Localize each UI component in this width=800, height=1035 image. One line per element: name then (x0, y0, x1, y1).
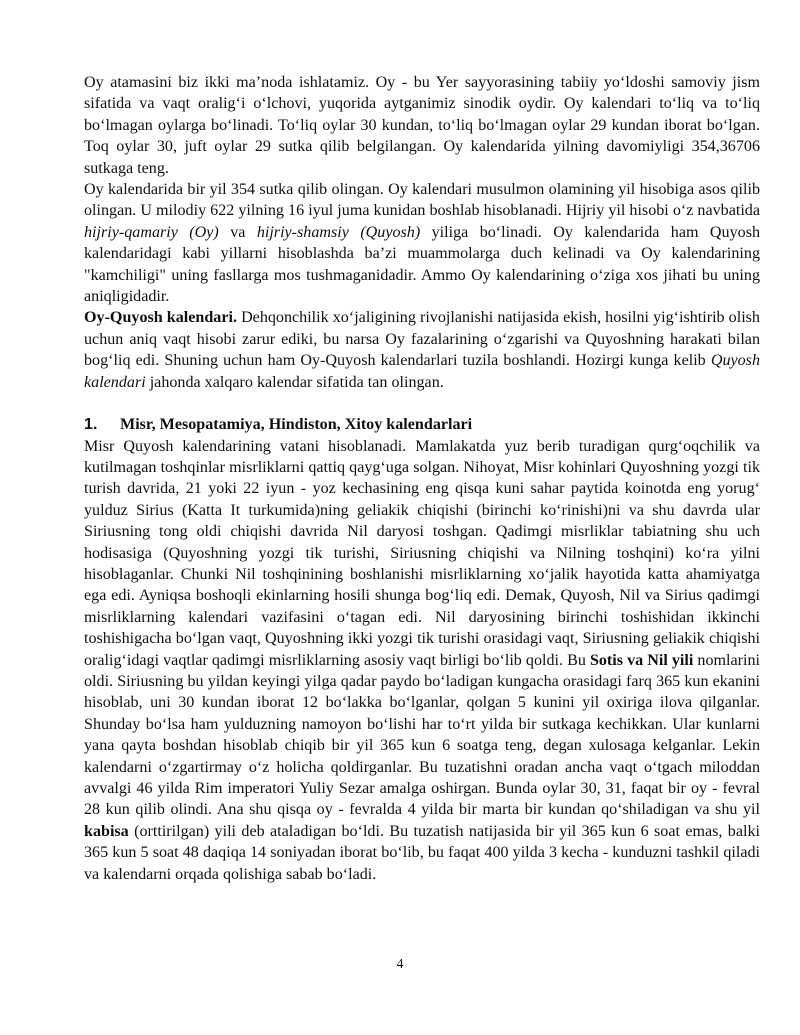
paragraph-text: nomlarini oldi. Siriusning bu yildan keyingi yilga qadar paydo bo‘ladigan kungacha orasidagi farq 365 kun ekanini hisoblab, uni 30 kundan iborat 12 bo‘lakka bo‘lganlar, qolgan 5 kunini yil oxiriga ilova qilganlar. Shunday bo‘lsa ham yulduzning namoyon bo‘lishi har to‘rt yilda bir sutkaga kechikkan. Ular kunlarni yana qayta boshdan hisoblab chiqib bir yil 365 kun 6 soatga teng, degan xulosaga kelganlar. Lekin kalendarni o‘zgartirmay o‘z holicha qoldirganlar. Bu tuzatishni oradan ancha vaqt o‘tgach miloddan avvalgi 46 yilda Rim imperatori Yuliy Sezar amalga oshirgan. Bunda oylar 30, 31, faqat bir oy - fevral 28 kun qilib olindi. Ana shu qisqa oy - fevralda 4 yilda bir marta bir kundan qo‘shiladigan va shu yil (84, 651, 760, 819)
paragraph-text: Dehqonchilik xo‘jaligining rivojlanishi natijasida ekish, hosilni yig‘ishtirib olish uchun aniq vaqt hisobi zarur ediki, bu narsa Oy fazalarining o‘zgarishi va Quyoshning harakati bilan bog‘liq edi. Shuning uchun ham Oy-Quyosh kalendarlari tuzila boshlandi. Hozirgi kunga kelib (84, 309, 760, 370)
section-number: 1. (84, 415, 98, 434)
paragraph-lunar-calendar (84, 179, 760, 307)
bold-term-kabisa: kabisa (84, 822, 129, 840)
section-title: Misr, Mesopatamiya, Hindiston, Xitoy kalendarlari (120, 416, 473, 434)
paragraph-text: jahonda xalqaro kalendar sifatida tan olingan. (145, 373, 444, 391)
page-number: 4 (396, 957, 404, 972)
paragraph-text: Misr Quyosh kalendarining vatani hisoblanadi. Mamlakatda yuz berib turadigan qurg‘oqchilik va kutilmagan toshqinlar misrliklarni qattiq qayg‘uga solgan. Nihoyat, Misr kohinlari Quyoshning yozgi tik turish davrida, 21 yoki 22 iyun - yoz kechasining eng qisqa kuni sahar paytida koinotda eng yorug‘ yulduz Sirius (Katta It turkumida)ning geliakik chiqishi (birinchi ko‘rinishi)ni va shu davrda ular Siriusning tong oldi chiqishi davrida Nil daryosi toshgan. Qadimgi misrliklar tabiatning shu uch hodisasiga (Quyoshning yozgi tik turishi, Siriusning chiqishi va Nilning toshqini) ko‘ra yilni hisoblaganlar. Chunki Nil toshqinining boshlanishi misrliklarning xo‘jalik hayotida katta ahamiyatga ega edi. Ayniqsa boshoqli ekinlarning hosili shunga bog‘liq edi. Demak, Quyosh, Nil va Sirius qadimgi misrliklarning kalendari vazifasini o‘tagan edi. Nil daryosining birinchi toshishidan ikkinchi toshishigacha bo‘lgan vaqt, Quyoshning ikki yozgi tik turishi orasidagi vaqt, Siriusning geliakik chiqishi oralig‘idagi vaqtlar qadimgi misrliklarning asosiy vaqt birligi bo‘lib qoldi. Bu (84, 437, 760, 669)
bold-term-sotis-nil: Sotis va Nil yili (589, 651, 694, 669)
section-heading (84, 414, 760, 435)
paragraph-text: va (218, 223, 257, 241)
paragraph-text: (orttirilgan) yili deb ataladigan bo‘ldi. Bu tuzatish natijasida bir yil 365 kun 6 soat emas, balki 365 kun 5 soat 48 daqiqa 14 soniyadan iborat bo‘lib, bu faqat 400 yilda 3 kecha - kunduzni tashkil qiladi va kalendarni orqada qolishiga sabab bo‘ladi. (84, 822, 760, 883)
italic-term-solar-calendar: Quyosh kalendari (84, 352, 760, 391)
paragraph-text: yiliga bo‘linadi. Oy kalendarida ham Quyosh kalendaridagi kabi yillarni hisoblashda ba’zi muammolarga duch kelinadi va Oy kalendarining "kamchiligi" uning fasllarga mos tushmaganidadir. Ammo Oy kalendarining o‘ziga xos jihati bu uning aniqligidadir. (84, 223, 760, 306)
italic-term-hijri-qamari: hijriy-qamariy (Oy) (84, 223, 219, 241)
italic-term-hijri-shamsi: hijriy-shamsiy (Quyosh) (256, 223, 421, 241)
paragraph-lunisolar-calendar (84, 307, 760, 393)
bold-term-lunisolar: Oy-Quyosh kalendari. (84, 309, 237, 327)
paragraph-moon-definition (84, 72, 760, 179)
document-page (84, 72, 760, 885)
paragraph-text: Oy atamasini biz ikki ma’noda ishlatamiz. Oy - bu Yer sayyorasining tabiiy yo‘ldoshi samoviy jism sifatida va vaqt oralig‘i o‘lchovi, yuqorida aytganimiz sinodik oydir. Oy kalendari to‘liq va to‘liq bo‘lmagan oylarga bo‘linadi. To‘liq oylar 30 kundan, to‘liq bo‘lmagan oylar 29 kundan iborat bo‘lgan. Toq oylar 30, juft oylar 29 sutka qilib belgilangan. Oy kalendarida yilning davomiyligi 354,36706 sutkaga teng. (84, 74, 760, 177)
paragraph-egypt-calendar (84, 436, 760, 886)
paragraph-text: Oy kalendarida bir yil 354 sutka qilib olingan. Oy kalendari musulmon olamining yil hisobiga asos qilib olingan. U milodiy 622 yilning 16 iyul juma kunidan boshlab hisoblanadi. Hijriy yil hisobi o‘z navbatida (84, 181, 760, 220)
